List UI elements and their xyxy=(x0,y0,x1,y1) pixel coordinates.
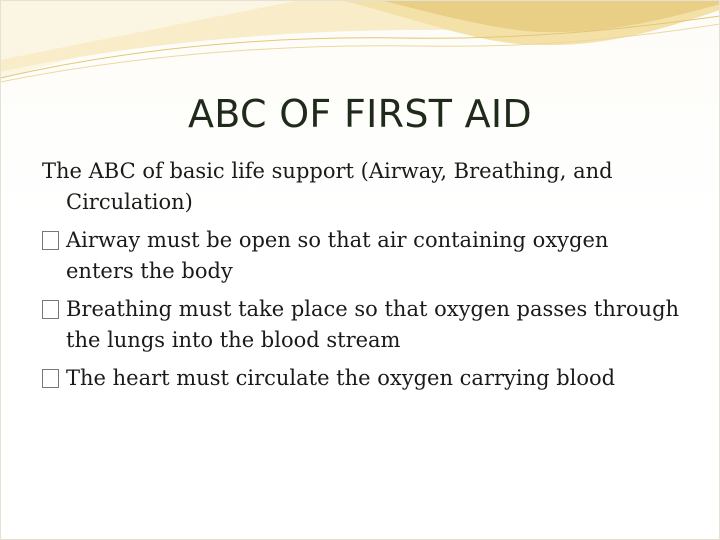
list-item-text: The heart must circulate the oxygen carrying blood xyxy=(66,366,616,390)
list-item-text: Airway must be open so that air containing oxygen enters the body xyxy=(66,228,609,283)
page-title: ABC OF FIRST AID xyxy=(188,92,532,136)
intro-text: The ABC of basic life support (Airway, Breathing, and Circulation) xyxy=(42,159,613,214)
list-item-text: Breathing must take place so that oxygen passes through the lungs into the blood stream xyxy=(66,297,680,352)
